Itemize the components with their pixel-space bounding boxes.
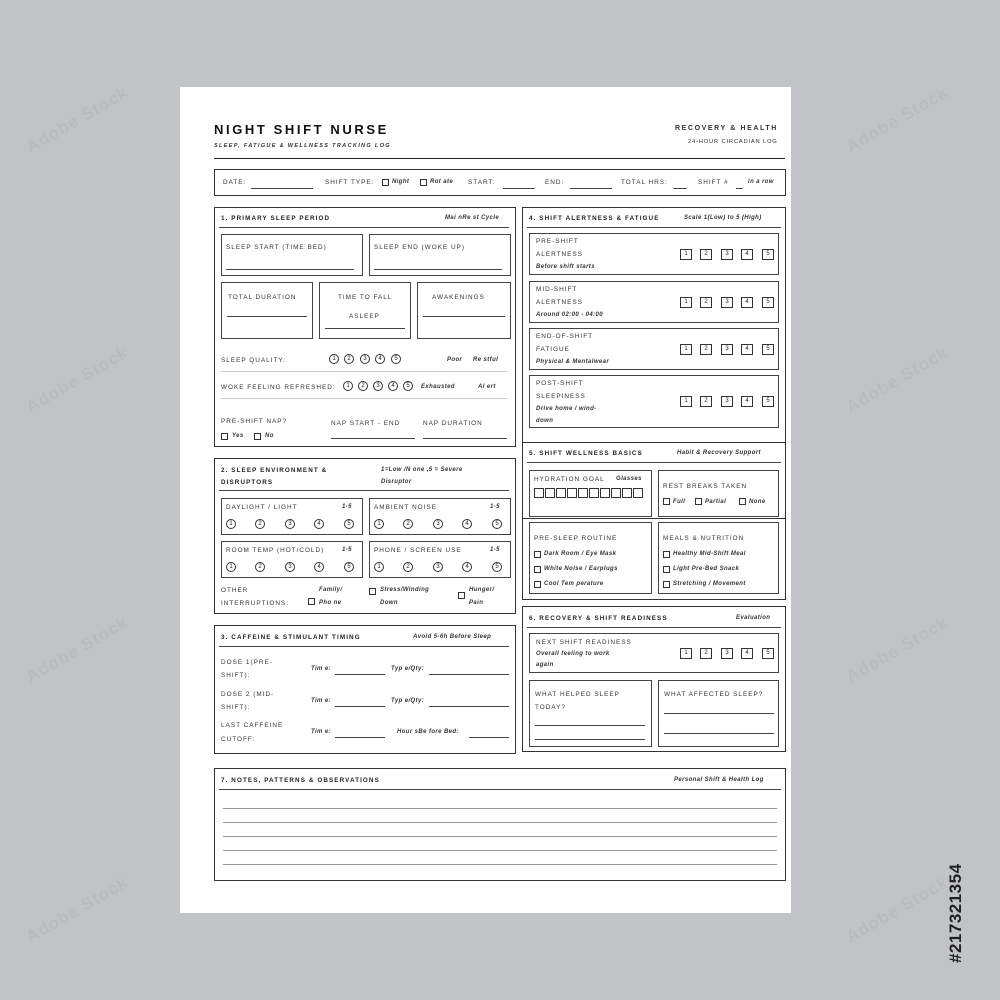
rating-3[interactable]: 3 [721,648,733,659]
section-primary-sleep [214,207,516,447]
hours-before-bed-label: Hour sBe fore Bed: [397,729,459,735]
section-note: Habit & Recovery Support [677,450,761,456]
poor-label: Poor [447,357,463,363]
dose2-type-field[interactable] [429,706,509,707]
section-note: Personal Shift & Health Log [674,777,764,783]
rating-1[interactable]: 1 [680,648,692,659]
awakenings-box[interactable] [417,282,511,339]
rating-5[interactable]: 5 [492,519,502,529]
glass-box[interactable] [633,488,643,498]
what-affected-line[interactable] [664,713,774,714]
rating-3[interactable]: 3 [721,344,733,355]
stretching-label: Stretching / Movement [673,581,746,587]
other-label: OTHER [221,587,249,594]
watermark [843,83,953,158]
rating-1[interactable]: 1 [226,562,236,572]
alert-label: Al ert [478,384,496,390]
sleep-end-box[interactable] [369,234,511,276]
rating-3[interactable]: 3 [721,249,733,260]
pre-sleep-routine-box[interactable] [529,522,652,594]
rating-3[interactable]: 3 [285,519,295,529]
family-label: Family/ [319,587,343,593]
down-label: Down [380,600,398,606]
notes-line[interactable] [223,836,777,837]
dose2-label: DOSE 2 (MID- [221,691,275,698]
notes-line[interactable] [223,822,777,823]
watermark [843,343,953,418]
section-recovery-readiness [522,606,786,752]
phone-screen-box[interactable] [369,541,511,578]
nap-duration-label: NAP DURATION [423,420,483,427]
partial-checkbox[interactable] [695,498,702,505]
phone-label: Pho ne [319,600,342,606]
restful-label: Re stful [473,357,499,363]
worksheet-page [180,87,791,913]
rating-4[interactable]: 4 [741,648,753,659]
meals-label: MEALS & NUTRITION [663,535,745,542]
cutoff-label: CUTOFF: [221,736,256,743]
row-label-line2: ALERTNESS [536,299,583,306]
none-label: None [749,499,766,505]
asleep-label: ASLEEP [349,313,380,320]
rating-5[interactable]: 5 [492,562,502,572]
dose1-time-field[interactable] [335,674,385,675]
section-divider [527,227,781,228]
room-temp-label: ROOM TEMP (HOT/COLD) [226,547,325,554]
total-duration-label: TOTAL DURATION [228,294,297,301]
rating-4[interactable]: 4 [462,562,472,572]
glass-box[interactable] [611,488,621,498]
rating-3[interactable]: 3 [721,297,733,308]
row-label-line2: FATIGUE [536,346,570,353]
interruptions-label: INTERRUPTIONS: [221,600,289,607]
nap-yes-checkbox[interactable] [221,433,228,440]
room-temp-box[interactable] [221,541,363,578]
range-label: 1-5 [490,547,500,553]
sleep-start-field[interactable] [226,269,354,270]
meals-nutrition-box[interactable] [658,522,779,594]
time-to-fall-label: TIME TO FALL [338,294,393,301]
in-a-row-label: in a row [748,179,774,185]
rating-5[interactable]: 5 [344,519,354,529]
rating-5[interactable]: 5 [403,381,413,391]
night-checkbox[interactable] [382,179,389,186]
white-noise-checkbox[interactable] [534,566,541,573]
section-title: 2. SLEEP ENVIRONMENT & [221,467,328,474]
section-title-line2: DISRUPTORS [221,479,274,486]
white-noise-label: White Noise / Earplugs [544,566,618,572]
sleep-end-label: SLEEP END (WOKE UP) [374,244,465,251]
today-label: TODAY? [535,704,566,711]
section-title: 1. PRIMARY SLEEP PERIOD [221,215,331,222]
rating-2[interactable]: 2 [358,381,368,391]
full-label: Full [673,499,686,505]
rest-breaks-label: REST BREAKS TAKEN [663,483,748,490]
glass-box[interactable] [589,488,599,498]
watermark [23,343,133,418]
rating-2[interactable]: 2 [255,519,265,529]
hunger-pain-checkbox[interactable] [458,592,465,599]
hunger-label: Hunger/ [469,587,495,593]
section-divider [219,227,509,228]
rating-4[interactable]: 4 [741,344,753,355]
section-note: Scale 1(Low) to 5 (High) [684,215,762,221]
exhausted-label: Exhausted [421,384,455,390]
rating-2[interactable]: 2 [344,354,354,364]
glass-box[interactable] [556,488,566,498]
rest-breaks-box[interactable] [658,470,779,517]
range-label: 1-5 [490,504,500,510]
rating-3[interactable]: 3 [721,396,733,407]
section-title: 6. RECOVERY & SHIFT READINESS [529,615,668,622]
none-checkbox[interactable] [739,498,746,505]
sleep-start-label: SLEEP START (TIME BED) [226,244,327,251]
stretching-checkbox[interactable] [663,581,670,588]
watermark [23,873,133,948]
header-right-subtitle: 24-HOUR CIRCADIAN LOG [688,139,778,145]
overall-hint-line2: again [536,662,554,668]
nap-start-end-label: NAP START - END [331,420,401,427]
row-hint: Drive home / wind- [536,406,597,412]
nap-duration-field[interactable] [423,438,507,439]
what-helped-line[interactable] [535,739,645,740]
rating-4[interactable]: 4 [741,249,753,260]
mid-shift-alertness-row[interactable] [529,281,779,323]
notes-line[interactable] [223,864,777,865]
glass-box[interactable] [545,488,555,498]
rating-1[interactable]: 1 [680,249,692,260]
rotate-label: Rot ate [430,179,454,185]
what-affected-line[interactable] [664,733,774,734]
last-caffeine-label: LAST CAFFEINE [221,722,284,729]
rating-1[interactable]: 1 [374,519,384,529]
type-qty-label: Typ e/Qty: [391,698,425,704]
time-label: Tim e: [311,729,331,735]
next-shift-readiness-row[interactable] [529,633,779,673]
row-hint: Around 02:00 - 04:00 [536,312,604,318]
rating-2[interactable]: 2 [700,396,712,407]
section-divider [219,490,509,491]
section-title: 4. SHIFT ALERTNESS & FATIGUE [529,215,660,222]
rating-1[interactable]: 1 [343,381,353,391]
sleep-start-box[interactable] [221,234,363,276]
total-hrs-label: TOTAL HRS: [621,179,668,186]
family-phone-checkbox[interactable] [308,598,315,605]
what-helped-label: WHAT HELPED SLEEP [535,691,620,698]
daylight-label: DAYLIGHT / LIGHT [226,504,298,511]
header-divider [214,158,785,159]
rating-4[interactable]: 4 [375,354,385,364]
rating-3[interactable]: 3 [433,519,443,529]
row-hint-line2: down [536,418,554,424]
rating-1[interactable]: 1 [226,519,236,529]
page-title: NIGHT SHIFT NURSE [214,122,389,137]
row-label-line2: ALERTNESS [536,251,583,258]
row-label: MID-SHIFT [536,286,578,293]
notes-line[interactable] [223,808,777,809]
time-label: Tim e: [311,666,331,672]
shift-number-field[interactable] [736,188,743,189]
notes-line[interactable] [223,850,777,851]
sleep-quality-label: SLEEP QUALITY: [221,357,287,364]
section-divider [219,789,781,790]
rating-3[interactable]: 3 [285,562,295,572]
glasses-label: Glasses [616,476,642,482]
rating-2[interactable]: 2 [700,648,712,659]
overall-hint: Overall feeling to work [536,651,610,657]
rating-5[interactable]: 5 [762,648,774,659]
ambient-noise-label: AMBIENT NOISE [374,504,437,511]
end-field[interactable] [570,188,612,189]
hydration-goal-box[interactable] [529,470,652,517]
night-label: Night [392,179,410,185]
section-title: 7. NOTES, PATTERNS & OBSERVATIONS [221,777,380,784]
section-wellness-basics [522,442,786,600]
start-field[interactable] [503,188,535,189]
nap-start-end-field[interactable] [331,438,415,439]
section-title: 3. CAFFEINE & STIMULANT TIMING [221,634,361,641]
dark-room-checkbox[interactable] [534,551,541,558]
rating-4[interactable]: 4 [741,297,753,308]
total-duration-box[interactable] [221,282,313,339]
watermark [23,83,133,158]
post-shift-sleepiness-row[interactable] [529,375,779,428]
rating-2[interactable]: 2 [700,249,712,260]
stress-label: Stress/Winding [380,587,430,593]
rating-5[interactable]: 5 [762,297,774,308]
healthy-meal-label: Healthy Mid-Shift Meal [673,551,746,557]
section-sleep-environment [214,458,516,614]
row-hint: Before shift starts [536,264,595,270]
pre-shift-nap-label: PRE-SHIFT NAP? [221,418,288,425]
rating-4[interactable]: 4 [462,519,472,529]
row-label: POST-SHIFT [536,380,584,387]
nap-no-checkbox[interactable] [254,433,261,440]
row-hint: Physical & Mentalwear [536,359,610,365]
row-label-line2: SLEEPINESS [536,393,586,400]
stress-checkbox[interactable] [369,588,376,595]
section-notes [214,768,786,881]
full-checkbox[interactable] [663,498,670,505]
rating-4[interactable]: 4 [741,396,753,407]
watermark [843,613,953,688]
glass-box[interactable] [600,488,610,498]
rating-3[interactable]: 3 [373,381,383,391]
rating-2[interactable]: 2 [700,297,712,308]
cool-temp-checkbox[interactable] [534,581,541,588]
glass-box[interactable] [622,488,632,498]
section-note: Evaluation [736,615,771,621]
ambient-noise-box[interactable] [369,498,511,535]
dose2-time-field[interactable] [335,706,385,707]
no-label: No [265,433,274,439]
row-divider [221,371,507,372]
glass-box[interactable] [567,488,577,498]
rating-1[interactable]: 1 [680,396,692,407]
rating-4[interactable]: 4 [314,519,324,529]
rating-1[interactable]: 1 [374,562,384,572]
cutoff-time-field[interactable] [335,737,385,738]
time-label: Tim e: [311,698,331,704]
watermark [23,613,133,688]
section-divider [527,462,781,463]
next-shift-label: NEXT SHIFT READINESS [536,639,632,646]
rating-1[interactable]: 1 [680,297,692,308]
glass-box[interactable] [534,488,544,498]
row-label: END-OF-SHIFT [536,333,594,340]
rating-5[interactable]: 5 [762,396,774,407]
glass-box[interactable] [578,488,588,498]
dose1-type-field[interactable] [429,674,509,675]
watermark [843,873,953,948]
dark-room-label: Dark Room / Eye Mask [544,551,617,557]
rating-2[interactable]: 2 [700,344,712,355]
date-label: DATE: [223,179,247,186]
rating-3[interactable]: 3 [433,562,443,572]
rating-2[interactable]: 2 [255,562,265,572]
pain-label: Pain [469,600,484,606]
pre-shift-alertness-row[interactable] [529,233,779,275]
rating-4[interactable]: 4 [314,562,324,572]
woke-feeling-label: WOKE FEELING REFRESHED: [221,384,336,391]
time-to-fall-asleep-box[interactable] [319,282,411,339]
rating-4[interactable]: 4 [388,381,398,391]
total-duration-field[interactable] [227,316,307,317]
what-affected-box[interactable] [658,680,779,747]
healthy-meal-checkbox[interactable] [663,551,670,558]
sleep-end-field[interactable] [374,269,502,270]
daylight-box[interactable] [221,498,363,535]
start-label: START: [468,179,496,186]
light-snack-label: Light Pre-Bed Snack [673,566,740,572]
dose2-label-line2: SHIFT): [221,704,251,711]
awakenings-field[interactable] [423,316,505,317]
shift-number-label: SHIFT # [698,179,729,186]
rating-2[interactable]: 2 [403,519,413,529]
dose1-label: DOSE 1(PRE- [221,659,273,666]
rating-5[interactable]: 5 [391,354,401,364]
phone-screen-label: PHONE / SCREEN USE [374,547,462,554]
range-label: 1-5 [342,547,352,553]
range-label: 1-5 [342,504,352,510]
rating-5[interactable]: 5 [344,562,354,572]
header-right-title: RECOVERY & HEALTH [675,125,778,132]
section-note: Avoid 5-6h Before Sleep [413,634,492,640]
end-of-shift-fatigue-row[interactable] [529,328,779,370]
rating-1[interactable]: 1 [329,354,339,364]
rating-2[interactable]: 2 [403,562,413,572]
cool-temp-label: Cool Tem perature [544,581,604,587]
rotate-checkbox[interactable] [420,179,427,186]
hydration-label: HYDRATION GOAL [534,476,605,483]
shift-info-bar [214,169,786,196]
awakenings-label: AWAKENINGS [432,294,485,301]
rating-1[interactable]: 1 [680,344,692,355]
what-helped-box[interactable] [529,680,652,747]
section-divider [219,646,509,647]
date-field[interactable] [251,188,313,189]
end-label: END: [545,179,565,186]
section-caffeine-timing [214,625,516,754]
row-divider [221,398,507,399]
section-note-line2: Disruptor [381,479,412,485]
time-to-fall-field[interactable] [325,328,405,329]
what-helped-line[interactable] [535,725,645,726]
row-label: PRE-SHIFT [536,238,579,245]
light-snack-checkbox[interactable] [663,566,670,573]
section-note: Mai nRe st Cycle [445,215,500,221]
hours-before-bed-field[interactable] [469,737,509,738]
rating-5[interactable]: 5 [762,344,774,355]
rating-3[interactable]: 3 [360,354,370,364]
type-qty-label: Typ e/Qty: [391,666,425,672]
stock-id: #217321354 [946,863,965,963]
page-subtitle: SLEEP, FATIGUE & WELLNESS TRACKING LOG [214,143,391,149]
what-affected-label: WHAT AFFECTED SLEEP? [664,691,764,698]
pre-sleep-label: PRE-SLEEP ROUTINE [534,535,618,542]
section-divider [527,627,781,628]
yes-label: Yes [232,433,244,439]
shift-type-label: SHIFT TYPE: [325,179,375,186]
section-note: 1=Low /N one ,5 = Severe [381,467,463,473]
partial-label: Partial [705,499,727,505]
total-hrs-field[interactable] [673,188,687,189]
rating-5[interactable]: 5 [762,249,774,260]
section-title: 5. SHIFT WELLNESS BASICS [529,450,643,457]
dose1-label-line2: SHIFT): [221,672,251,679]
